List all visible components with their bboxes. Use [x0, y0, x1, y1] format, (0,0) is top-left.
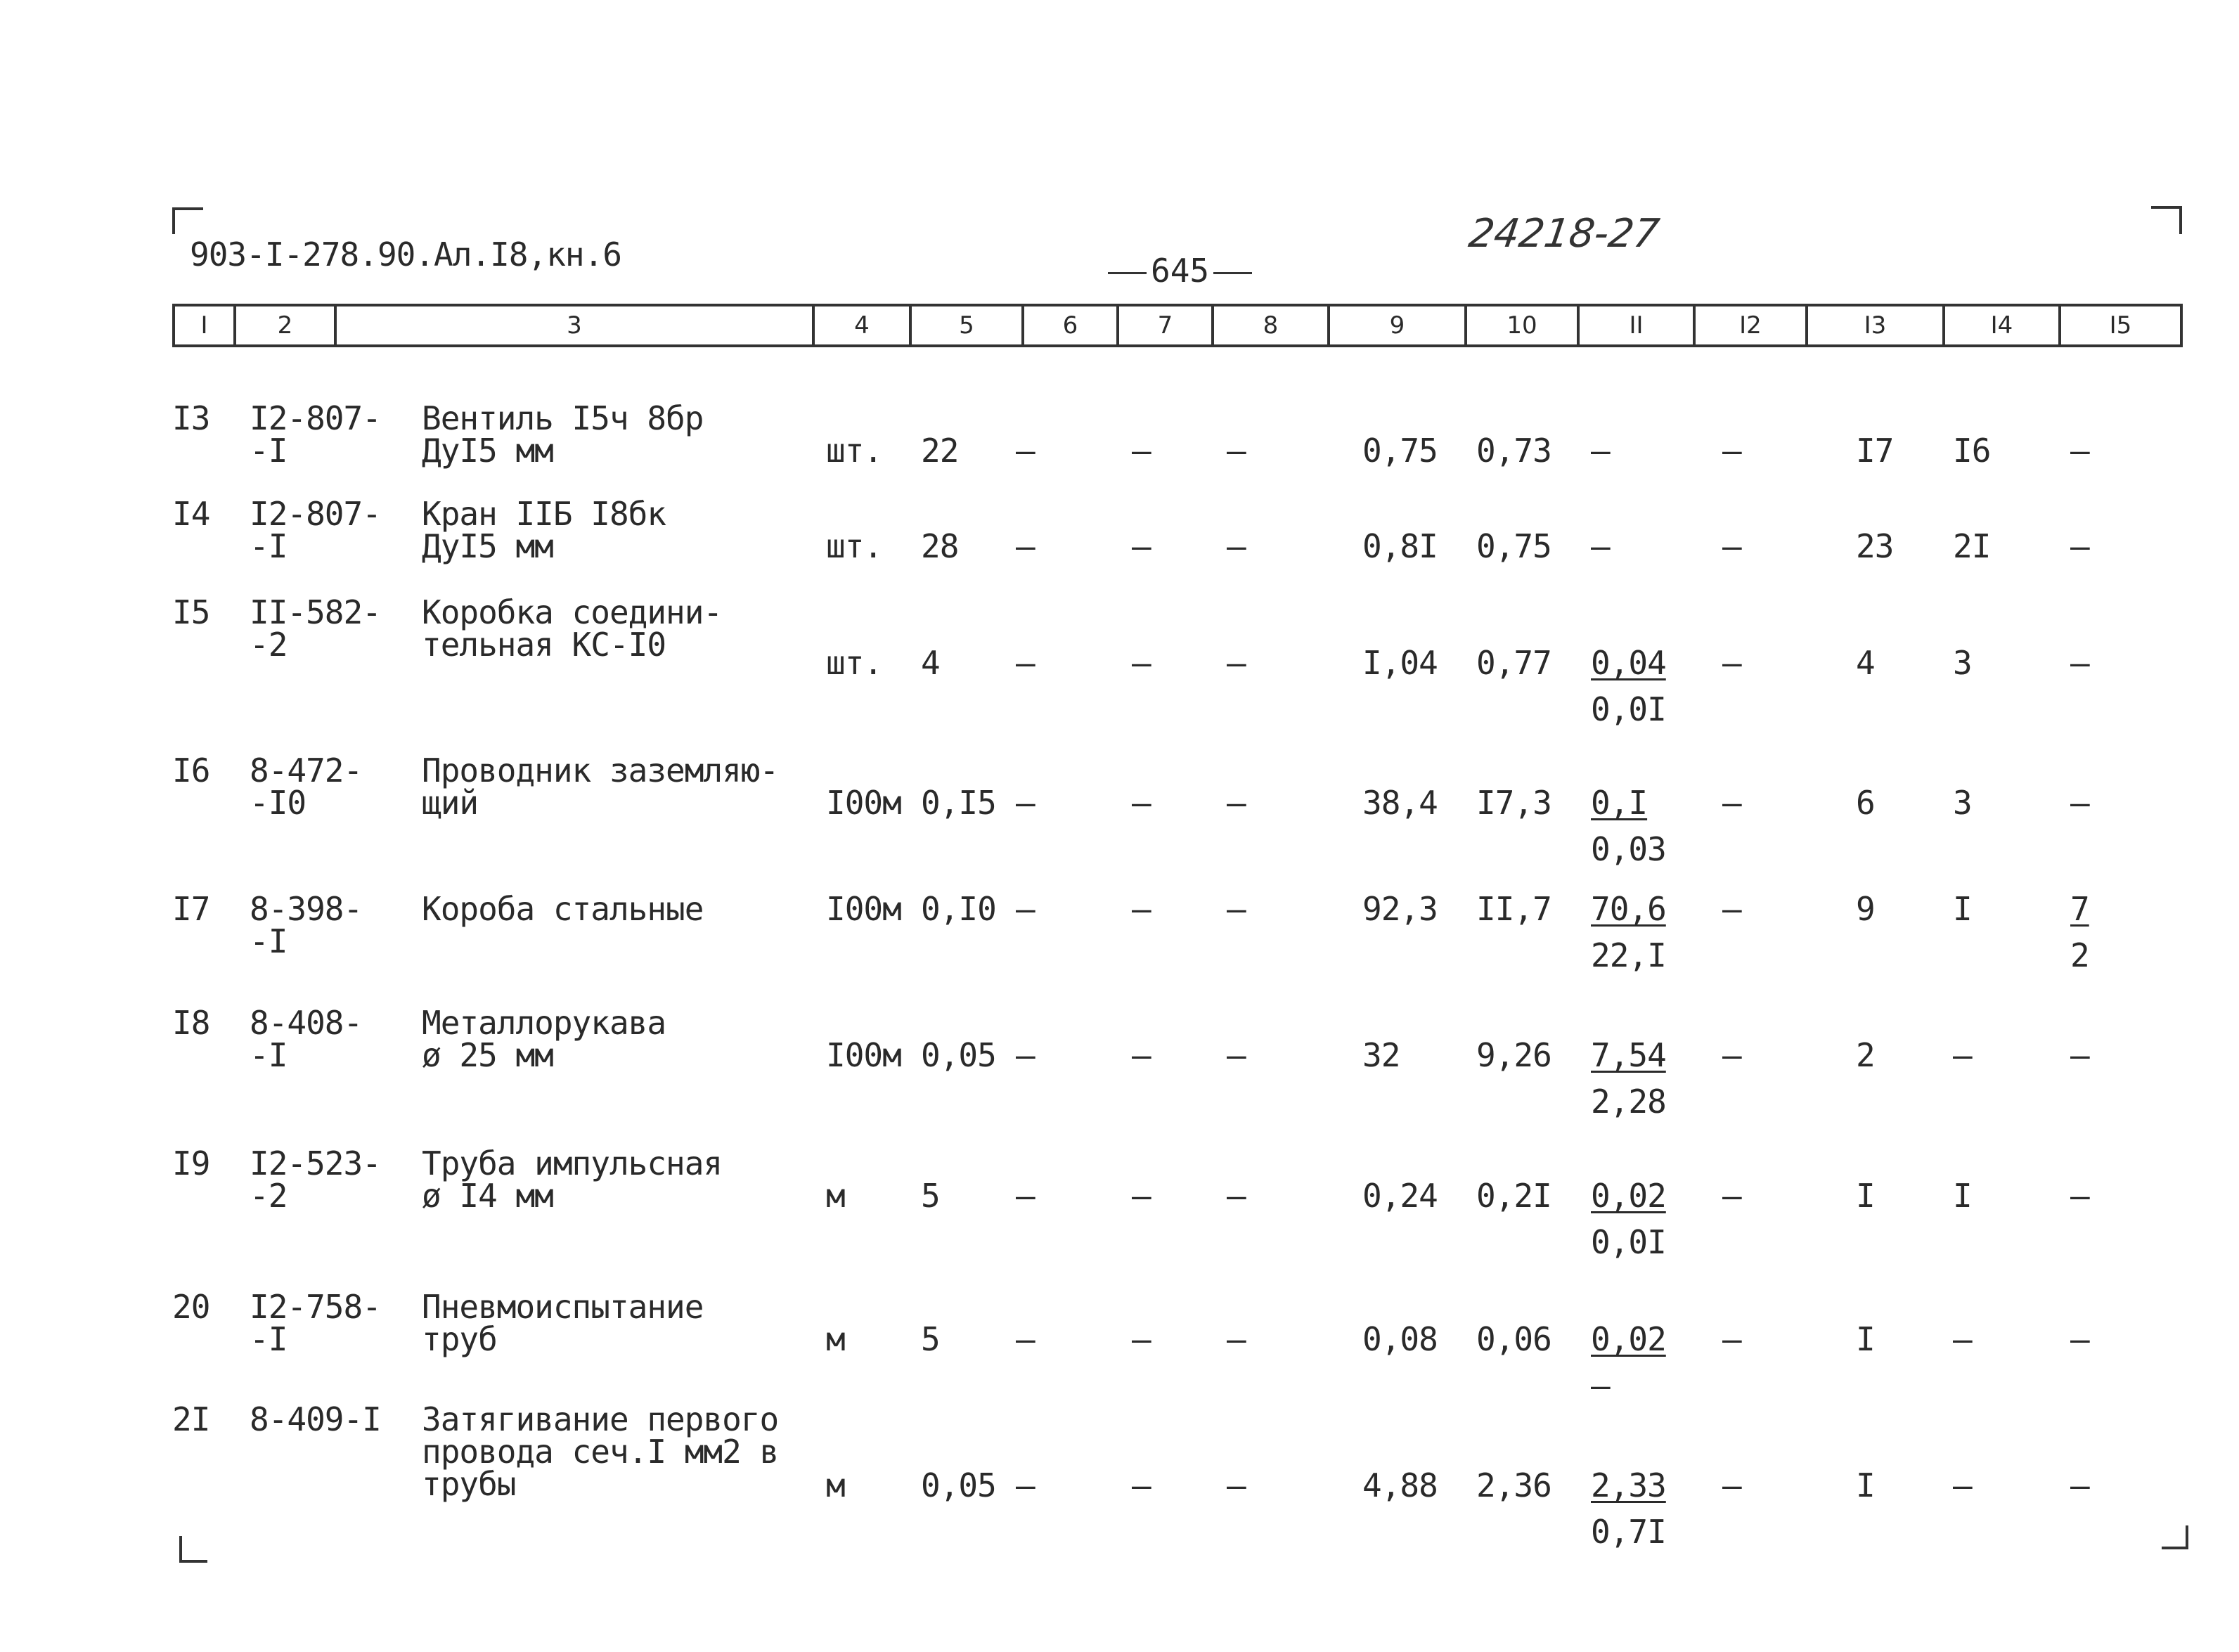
- page-number: 645: [1104, 252, 1256, 290]
- column-8-value: –: [1227, 890, 1246, 928]
- column-8-value: –: [1227, 1177, 1246, 1215]
- column-14-value: 2I: [1953, 527, 1991, 565]
- quantity: 0,I0: [921, 890, 996, 928]
- item-name: Металлорукава ø 25 мм: [422, 1004, 666, 1074]
- fraction-denominator: 0,7I: [1591, 1513, 1666, 1551]
- column-10-value: 0,2I: [1476, 1177, 1551, 1215]
- column-9-value: 92,3: [1362, 890, 1438, 928]
- quantity: 0,05: [921, 1466, 996, 1504]
- column-header-10: 10: [1467, 306, 1580, 344]
- column-header-13: I3: [1808, 306, 1945, 344]
- column-header-3: 3: [337, 306, 815, 344]
- column-6-value: –: [1016, 784, 1035, 822]
- row-number: I3: [172, 399, 210, 437]
- column-header-5: 5: [912, 306, 1024, 344]
- column-10-value: I7,3: [1476, 784, 1551, 822]
- column-11-fraction: [1591, 890, 1666, 974]
- rate-code: I2-523- -2: [250, 1144, 381, 1215]
- column-13-value: I7: [1856, 432, 1894, 470]
- column-12-value: –: [1722, 1320, 1741, 1358]
- column-12-value: –: [1722, 644, 1741, 682]
- column-11-value: –: [1591, 527, 1610, 565]
- column-11-fraction: [1591, 784, 1666, 868]
- column-6-value: –: [1016, 527, 1035, 565]
- column-13-value: 4: [1856, 644, 1875, 682]
- item-name: Кран IIБ I8бк ДуI5 мм: [422, 495, 666, 565]
- column-header-8: 8: [1214, 306, 1330, 344]
- column-10-value: 0,77: [1476, 644, 1551, 682]
- row-number: 2I: [172, 1400, 210, 1438]
- column-header-14: I4: [1945, 306, 2061, 344]
- quantity: 5: [921, 1177, 940, 1215]
- rate-code: I2-807- -I: [250, 495, 381, 565]
- column-15-value: –: [2070, 432, 2089, 470]
- item-name: Короба стальные: [422, 890, 704, 928]
- column-6-value: –: [1016, 432, 1035, 470]
- item-name: Труба импульсная ø I4 мм: [422, 1144, 723, 1215]
- rate-code: I2-758- -I: [250, 1288, 381, 1358]
- column-header-12: I2: [1696, 306, 1808, 344]
- fraction-denominator: 2,28: [1591, 1083, 1666, 1121]
- column-9-value: I,04: [1362, 644, 1438, 682]
- row-number: 20: [172, 1288, 210, 1326]
- column-12-value: –: [1722, 527, 1741, 565]
- column-15-fraction: [2070, 890, 2089, 974]
- corner-mark-top-left: [172, 207, 203, 234]
- column-9-value: 32: [1362, 1036, 1400, 1074]
- column-6-value: –: [1016, 1466, 1035, 1504]
- unit: I00м: [826, 784, 901, 822]
- fraction-denominator: 0,03: [1591, 830, 1666, 868]
- column-12-value: –: [1722, 784, 1741, 822]
- column-14-value: 3: [1953, 644, 1972, 682]
- fraction-numerator: 0,04: [1591, 644, 1666, 682]
- fraction-numerator: 0,02: [1591, 1320, 1666, 1358]
- column-9-value: 0,08: [1362, 1320, 1438, 1358]
- column-11-fraction: [1591, 1177, 1666, 1261]
- handwritten-stamp-number: 24218-27: [1466, 211, 1663, 257]
- column-header-4: 4: [815, 306, 912, 344]
- column-10-value: 0,73: [1476, 432, 1551, 470]
- fraction-denominator: –: [1591, 1367, 1610, 1405]
- column-15-value: –: [2070, 1466, 2089, 1504]
- column-13-value: 23: [1856, 527, 1894, 565]
- fraction-denominator: 2: [2070, 936, 2089, 974]
- column-12-value: –: [1722, 1177, 1741, 1215]
- column-7-value: –: [1132, 784, 1151, 822]
- fraction-numerator: 7,54: [1591, 1036, 1666, 1074]
- rate-code: I2-807- -I: [250, 399, 381, 470]
- column-header-15: I5: [2109, 311, 2132, 340]
- column-13-value: I: [1856, 1320, 1875, 1358]
- column-12-value: –: [1722, 432, 1741, 470]
- item-name: Коробка соедини- тельная КС-I0: [422, 593, 723, 664]
- column-8-value: –: [1227, 1036, 1246, 1074]
- column-13-value: 9: [1856, 890, 1875, 928]
- quantity: 4: [921, 644, 940, 682]
- column-7-value: –: [1132, 644, 1151, 682]
- column-number-header: [172, 304, 2183, 347]
- column-8-value: –: [1227, 784, 1246, 822]
- column-15-value: –: [2070, 784, 2089, 822]
- column-12-value: –: [1722, 1466, 1741, 1504]
- corner-mark-bottom-right: [2162, 1525, 2188, 1549]
- column-14-value: I: [1953, 1177, 1972, 1215]
- column-header-11: II: [1580, 306, 1696, 344]
- column-11-fraction: [1591, 1036, 1666, 1121]
- column-8-value: –: [1227, 644, 1246, 682]
- rate-code: 8-409-I: [250, 1400, 381, 1438]
- column-7-value: –: [1132, 890, 1151, 928]
- unit: I00м: [826, 890, 901, 928]
- column-9-value: 38,4: [1362, 784, 1438, 822]
- fraction-numerator: 70,6: [1591, 890, 1666, 928]
- column-15-value: –: [2070, 1320, 2089, 1358]
- fraction-denominator: 22,I: [1591, 936, 1666, 974]
- column-15-value: –: [2070, 1177, 2089, 1215]
- quantity: 0,05: [921, 1036, 996, 1074]
- row-number: I9: [172, 1144, 210, 1182]
- column-6-value: –: [1016, 1177, 1035, 1215]
- column-10-value: II,7: [1476, 890, 1551, 928]
- corner-mark-top-right: [2151, 206, 2182, 234]
- rate-code: 8-408- -I: [250, 1004, 363, 1074]
- item-name: Пневмоиспытание труб: [422, 1288, 704, 1358]
- column-15-value: –: [2070, 1036, 2089, 1074]
- column-header-2: 2: [236, 306, 337, 344]
- rate-code: 8-398- -I: [250, 890, 363, 960]
- column-11-fraction: [1591, 1466, 1666, 1551]
- column-15-value: –: [2070, 527, 2089, 565]
- item-name: Проводник заземляю- щий: [422, 751, 779, 822]
- column-8-value: –: [1227, 432, 1246, 470]
- quantity: 28: [921, 527, 959, 565]
- column-8-value: –: [1227, 1320, 1246, 1358]
- column-9-value: 0,24: [1362, 1177, 1438, 1215]
- column-7-value: –: [1132, 1466, 1151, 1504]
- corner-mark-bottom-left: [179, 1536, 207, 1563]
- unit: м: [826, 1177, 845, 1215]
- row-number: I4: [172, 495, 210, 533]
- row-number: I5: [172, 593, 210, 631]
- column-7-value: –: [1132, 1177, 1151, 1215]
- column-13-value: 6: [1856, 784, 1875, 822]
- quantity: 5: [921, 1320, 940, 1358]
- row-number: I7: [172, 890, 210, 928]
- fraction-numerator: 0,I: [1591, 784, 1648, 822]
- fraction-denominator: 0,0I: [1591, 1223, 1666, 1261]
- column-10-value: 0,75: [1476, 527, 1551, 565]
- unit: шт.: [826, 644, 883, 682]
- column-10-value: 9,26: [1476, 1036, 1551, 1074]
- column-10-value: 0,06: [1476, 1320, 1551, 1358]
- column-6-value: –: [1016, 1320, 1035, 1358]
- unit: м: [826, 1320, 845, 1358]
- column-7-value: –: [1132, 432, 1151, 470]
- quantity: 22: [921, 432, 959, 470]
- column-10-value: 2,36: [1476, 1466, 1551, 1504]
- column-6-value: –: [1016, 1036, 1035, 1074]
- column-14-value: –: [1953, 1466, 1972, 1504]
- column-14-value: –: [1953, 1036, 1972, 1074]
- column-13-value: I: [1856, 1177, 1875, 1215]
- column-14-value: –: [1953, 1320, 1972, 1358]
- unit: м: [826, 1466, 845, 1504]
- unit: шт.: [826, 527, 883, 565]
- column-13-value: I: [1856, 1466, 1875, 1504]
- fraction-denominator: 0,0I: [1591, 690, 1666, 728]
- column-11-fraction: [1591, 1320, 1666, 1405]
- column-15-value: –: [2070, 644, 2089, 682]
- column-11-value: –: [1591, 432, 1610, 470]
- column-6-value: –: [1016, 890, 1035, 928]
- column-7-value: –: [1132, 1320, 1151, 1358]
- column-9-value: 4,88: [1362, 1466, 1438, 1504]
- column-header-7: 7: [1119, 306, 1214, 344]
- column-12-value: –: [1722, 890, 1741, 928]
- column-7-value: –: [1132, 1036, 1151, 1074]
- column-11-fraction: [1591, 644, 1666, 728]
- fraction-numerator: 2,33: [1591, 1466, 1666, 1504]
- row-number: I8: [172, 1004, 210, 1042]
- column-9-value: 0,8I: [1362, 527, 1438, 565]
- item-name: Вентиль I5ч 8бр ДуI5 мм: [422, 399, 704, 470]
- fraction-numerator: 0,02: [1591, 1177, 1666, 1215]
- column-14-value: I: [1953, 890, 1972, 928]
- column-6-value: –: [1016, 644, 1035, 682]
- column-12-value: –: [1722, 1036, 1741, 1074]
- item-name: Затягивание первого провода сеч.I мм2 в трубы: [422, 1400, 779, 1503]
- rate-code: 8-472- -I0: [250, 751, 363, 822]
- quantity: 0,I5: [921, 784, 996, 822]
- rate-code: II-582- -2: [250, 593, 381, 664]
- column-14-value: 3: [1953, 784, 1972, 822]
- column-9-value: 0,75: [1362, 432, 1438, 470]
- row-number: I6: [172, 751, 210, 789]
- column-header-1: I: [175, 306, 236, 344]
- unit: шт.: [826, 432, 883, 470]
- column-header-9: 9: [1330, 306, 1467, 344]
- column-14-value: I6: [1953, 432, 1991, 470]
- document-code: 903-I-278.90.Ал.I8,кн.6: [190, 235, 621, 273]
- column-header-6: 6: [1024, 306, 1119, 344]
- unit: I00м: [826, 1036, 901, 1074]
- column-8-value: –: [1227, 527, 1246, 565]
- column-7-value: –: [1132, 527, 1151, 565]
- column-8-value: –: [1227, 1466, 1246, 1504]
- fraction-numerator: 7: [2070, 890, 2089, 928]
- column-13-value: 2: [1856, 1036, 1875, 1074]
